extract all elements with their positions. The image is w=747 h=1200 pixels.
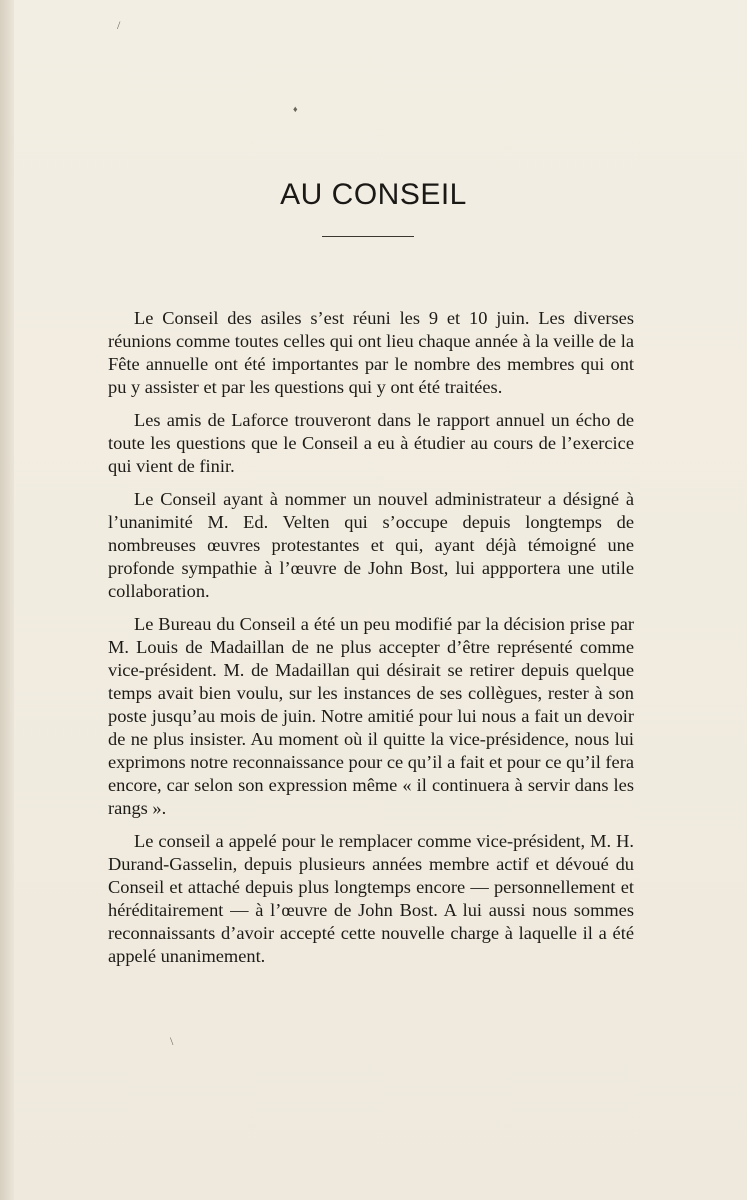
page-title: AU CONSEIL <box>280 178 467 211</box>
paragraph: Les amis de Laforce trouveront dans le rapport annuel un écho de toute les questions que le Conseil a eu à étudier au cours de l’exercice qui vient de finir. <box>108 410 634 476</box>
article-body <box>108 307 634 978</box>
scan-speck: ♦ <box>293 104 298 114</box>
paragraph: Le Conseil des asiles s’est réuni les 9 et 10 juin. Les diverses réunions comme toutes celles qui ont lieu chaque année à la veille de la Fête annuelle ont été importantes par le nombre des membres qui ont pu y assister et par les questions qui y ont été traitées. <box>108 308 634 397</box>
title-divider <box>322 236 414 237</box>
paragraph: Le Conseil ayant à nommer un nouvel administrateur a désigné à l’unanimité M. Ed. Velten qui s’occupe depuis longtemps de nombreuses œuvres protestantes et qui, ayant déjà témoigné une profonde sympathie à l’œuvre de John Bost, lui appportera une utile collaboration. <box>108 489 634 601</box>
paragraph: Le Bureau du Conseil a été un peu modifié par la décision prise par M. Louis de Madaillan de ne plus accepter d’être représenté comme vice-président. M. de Madaillan qui désirait se retirer depuis quelque temps avait bien voulu, sur les instances de ses collègues, rester à son poste jusqu’au mois de juin. Notre amitié pour lui nous a fait un devoir de ne plus insister. Au moment où il quitte la vice-présidence, nous lui exprimons notre reconnaissance pour ce qu’il a fait et pour ce qu’il fera encore, car selon son expression même « il continuera à servir dans les rangs ». <box>108 614 634 818</box>
paragraph: Le conseil a appelé pour le remplacer comme vice-président, M. H. Durand-Gasselin, depuis plusieurs années membre actif et dévoué du Conseil et attaché depuis plus longtemps encore — personnellement et héréditairement — à l’œuvre de John Bost. A lui aussi nous sommes reconnaissants d’avoir accepté cette nouvelle charge à laquelle il a été appelé unanimement. <box>108 831 634 966</box>
scan-speck: / <box>117 18 121 32</box>
scan-speck: \ <box>170 1034 174 1048</box>
